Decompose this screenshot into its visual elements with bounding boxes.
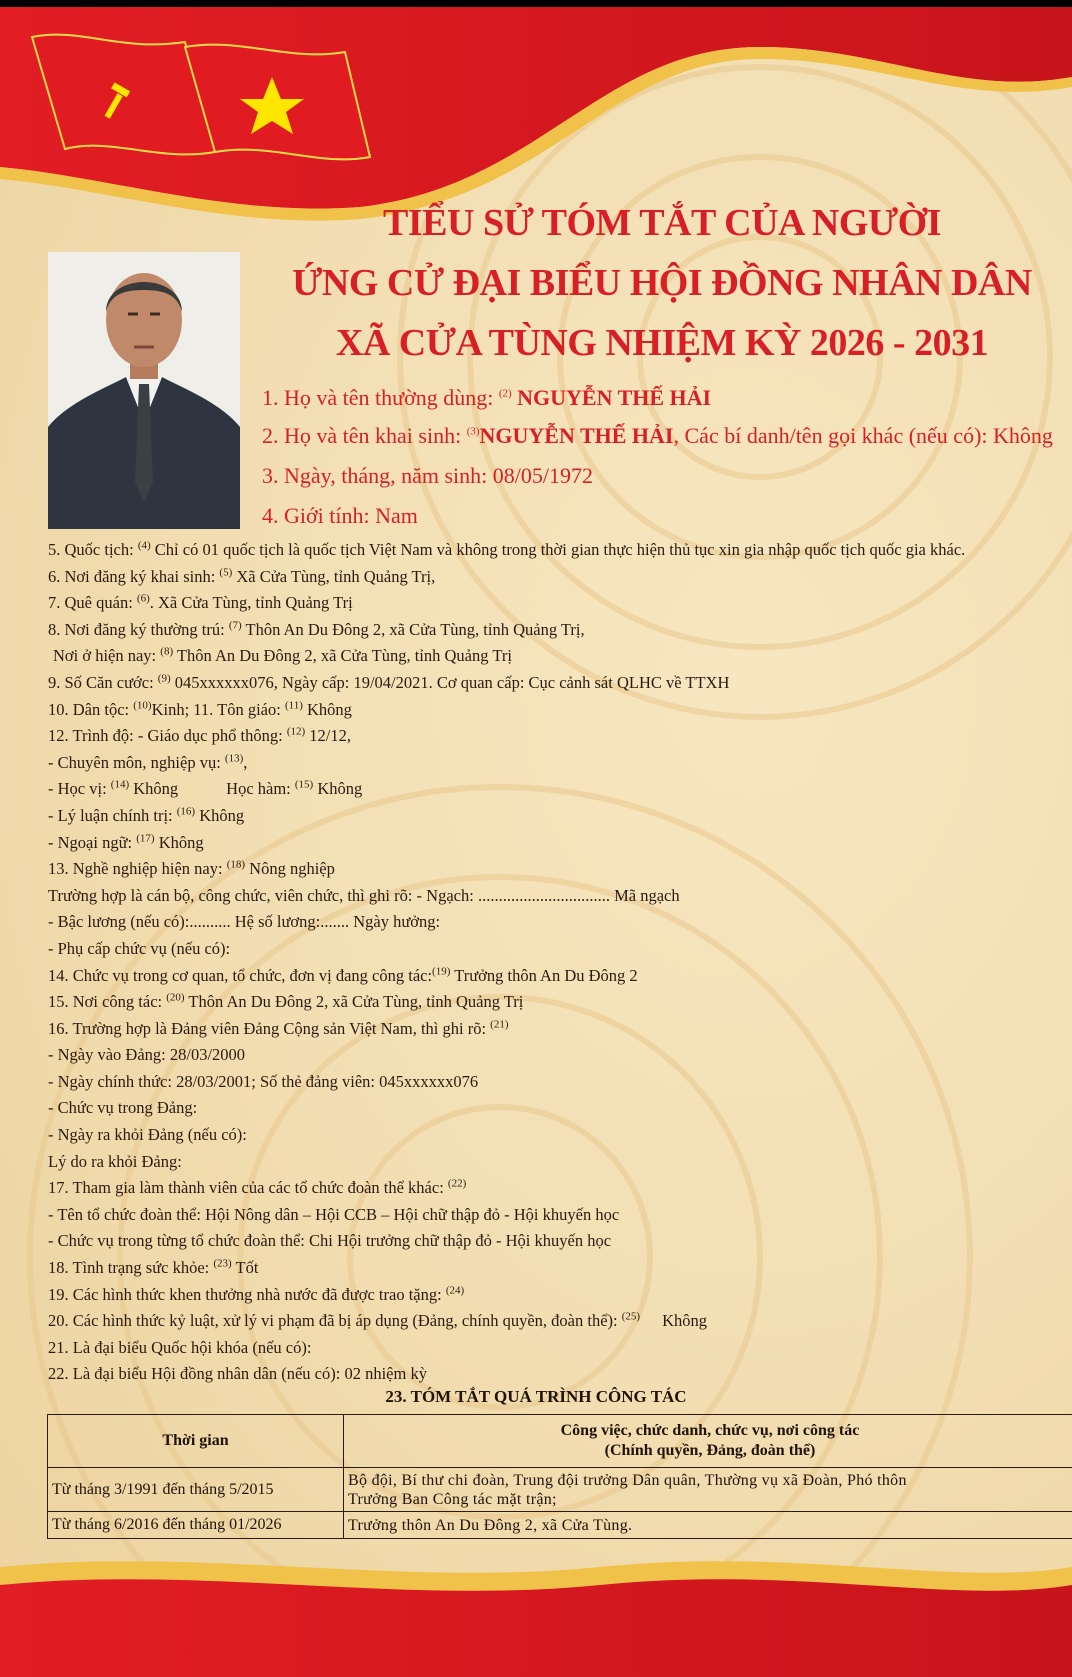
detail-line-party-official: - Ngày chính thức: 28/03/2001; Số thẻ đảng viên: 045xxxxxx076: [48, 1071, 479, 1091]
column-header-work-line2: (Chính quyền, Đảng, đoàn thể): [604, 1442, 816, 1459]
footnote-marker: (4): [137, 539, 151, 552]
detail-line-language: [48, 830, 1068, 857]
detail-value: Không: [313, 779, 363, 799]
detail-line-specialty: [48, 750, 1068, 777]
detail-label: 20. Các hình thức kỷ luật, xử lý vi phạm đã bị áp dụng (Đảng, chính quyền, đoàn thể):: [48, 1311, 622, 1331]
detail-line-org-names: - Tên tổ chức đoàn thể: Hội Nông dân – Hội CCB – Hội chữ thập đỏ - Hội khuyến học: [48, 1204, 620, 1224]
detail-value: Thôn An Du Đông 2, xã Cửa Tùng, tỉnh Quảng Trị,: [241, 619, 585, 639]
detail-value: . Xã Cửa Tùng, tỉnh Quảng Trị: [149, 593, 353, 613]
footnote-marker: (25): [621, 1310, 641, 1323]
detail-line-12: [48, 723, 1068, 750]
common-name-label: 1. Họ và tên thường dùng:: [262, 385, 499, 410]
detail-line-22: 22. Là đại biểu Hội đồng nhân dân (nếu có): 02 nhiệm kỳ: [48, 1364, 427, 1384]
detail-line-18: [48, 1255, 1068, 1282]
detail-line-17: [48, 1175, 1068, 1202]
detail-value: ,: [243, 752, 248, 772]
alias-text: , Các bí danh/tên gọi khác (nếu có): Không: [673, 423, 1053, 448]
detail-label: - Ngoại ngữ:: [48, 832, 137, 852]
detail-value: Thôn An Du Đông 2, xã Cửa Tùng, tỉnh Quảng Trị: [184, 992, 524, 1012]
table-row: [48, 1512, 1072, 1539]
title-line-2: ỨNG CỬ ĐẠI BIỂU HỘI ĐỒNG NHÂN DÂN: [292, 262, 1032, 304]
detail-label: 13. Nghề nghiệp hiện nay:: [48, 859, 227, 879]
birth-date-line: 3. Ngày, tháng, năm sinh: 08/05/1972: [262, 463, 593, 488]
detail-label: 15. Nơi công tác:: [48, 992, 167, 1012]
detail-label: Nơi ở hiện nay:: [53, 646, 161, 666]
common-name-value: NGUYỄN THẾ HẢI: [511, 385, 712, 410]
detail-line-politics: [48, 803, 1068, 830]
detail-value: Xã Cửa Tùng, tỉnh Quảng Trị,: [232, 566, 436, 586]
detail-line-residence: [48, 643, 1068, 670]
detail-line-7: [48, 590, 1068, 617]
detail-line-6: [48, 564, 1068, 591]
detail-label: 9. Số Căn cước:: [48, 672, 158, 692]
detail-line-party-reason: Lý do ra khỏi Đảng:: [48, 1151, 182, 1171]
footnote-marker: (3): [466, 425, 480, 438]
footnote-marker: (24): [445, 1284, 465, 1297]
detail-value: Không: [302, 699, 352, 719]
footnote-marker: (19): [432, 965, 451, 977]
birth-name-label: 2. Họ và tên khai sinh:: [262, 423, 467, 448]
detail-label: - Chuyên môn, nghiệp vụ:: [48, 752, 225, 772]
detail-line-19: [48, 1282, 1068, 1309]
table-row: [48, 1468, 1072, 1512]
footnote-marker: (5): [219, 566, 233, 579]
detail-value: 12/12,: [305, 726, 351, 746]
footnote-marker: (8): [160, 645, 174, 658]
detail-value: Nông nghiệp: [245, 859, 335, 879]
footnote-marker: (15): [294, 778, 314, 791]
title-line-1: TIỂU SỬ TÓM TẮT CỦA NGƯỜI: [383, 202, 941, 244]
detail-line-10: [48, 697, 1068, 724]
footnote-marker: (21): [490, 1018, 509, 1031]
gender-line: 4. Giới tính: Nam: [262, 503, 418, 528]
detail-label: 6. Nơi đăng ký khai sinh:: [48, 566, 220, 586]
detail-label: 7. Quê quán:: [48, 593, 137, 613]
detail-value: Thôn An Du Đông 2, xã Cửa Tùng, tỉnh Quảng Trị: [173, 646, 512, 666]
footnote-marker: (20): [166, 991, 185, 1004]
footnote-marker: (9): [157, 672, 171, 685]
detail-line-party-leave: - Ngày ra khỏi Đảng (nếu có):: [48, 1125, 247, 1145]
detail-value: Trưởng thôn An Du Đông 2: [450, 965, 638, 985]
detail-line-5: [48, 537, 1068, 564]
candidate-photo: [48, 252, 240, 529]
work-history-table: [47, 1414, 1072, 1539]
work-cell-line: Trưởng Ban Công tác mặt trận;: [348, 1490, 557, 1508]
detail-line-20: [48, 1308, 1068, 1335]
detail-value: Tốt: [231, 1258, 259, 1278]
work-cell: Trưởng thôn An Du Đông 2, xã Cửa Tùng.: [344, 1512, 1072, 1539]
detail-line-rank: Trường hợp là cán bộ, công chức, viên chức, thì ghi rõ: - Ngạch: ................................ Mã ngạch: [48, 885, 680, 905]
footnote-marker: (14): [110, 778, 130, 791]
work-cell: [344, 1468, 1072, 1512]
footnote-marker: (12): [286, 725, 306, 738]
detail-value: Không: [195, 805, 245, 825]
table-header-row: [48, 1415, 1072, 1468]
footnote-marker: (10): [133, 699, 152, 712]
detail-value: 045xxxxxx076, Ngày cấp: 19/04/2021. Cơ quan cấp: Cục cảnh sát QLHC về TTXH: [170, 672, 730, 692]
detail-line-15: [48, 989, 1068, 1016]
detail-value: Không: [129, 779, 179, 799]
detail-label: 5. Quốc tịch:: [48, 540, 138, 559]
detail-line-allowance: - Phụ cấp chức vụ (nếu có):: [48, 938, 231, 958]
work-cell-line: Bộ đội, Bí thư chi đoàn, Trung đội trưởng Dân quân, Thường vụ xã Đoàn, Phó thôn: [348, 1471, 907, 1489]
time-cell: Từ tháng 3/1991 đến tháng 5/2015: [48, 1468, 344, 1512]
detail-line-9: [48, 670, 1068, 697]
detail-line-party-position: - Chức vụ trong Đảng:: [48, 1098, 198, 1118]
footnote-marker: (7): [228, 619, 242, 632]
detail-label: 16. Trường hợp là Đảng viên Đảng Cộng sản Việt Nam, thì ghi rõ:: [48, 1018, 491, 1038]
detail-line-degree: [48, 776, 1068, 803]
title-line-3: XÃ CỬA TÙNG NHIỆM KỲ 2026 - 2031: [335, 322, 989, 364]
detail-label: 10. Dân tộc:: [48, 699, 134, 719]
detail-label: 8. Nơi đăng ký thường trú:: [48, 619, 229, 639]
detail-line-14: [48, 963, 1068, 990]
page: [0, 7, 1072, 1677]
detail-label: 19. Các hình thức khen thưởng nhà nước đã được trao tặng:: [48, 1284, 446, 1304]
detail-value: Kinh; 11. Tôn giáo:: [151, 699, 285, 719]
detail-line-salary: - Bậc lương (nếu có):.......... Hệ số lương:....... Ngày hưởng:: [48, 912, 441, 932]
footnote-marker: (17): [136, 832, 155, 845]
detail-label: 18. Tình trạng sức khỏe:: [48, 1258, 214, 1278]
detail-line-13: [48, 856, 1068, 883]
details-section: [48, 537, 1068, 1388]
detail-line-16: [48, 1016, 1068, 1043]
detail-label: Học hàm:: [226, 779, 295, 799]
work-history-title: 23. TÓM TẮT QUÁ TRÌNH CÔNG TÁC: [385, 1387, 687, 1406]
detail-label: 14. Chức vụ trong cơ quan, tổ chức, đơn vị đang công tác:: [48, 965, 433, 985]
detail-value: Chỉ có 01 quốc tịch là quốc tịch Việt Nam và không trong thời gian thực hiện thủ tục xin gia nhập quốc tịch quốc gia khác.: [150, 540, 966, 559]
detail-line-org-positions: - Chức vụ trong từng tổ chức đoàn thể: Chi Hội trưởng chữ thập đỏ - Hội khuyến học: [48, 1231, 612, 1251]
footnote-marker: (22): [447, 1177, 467, 1190]
detail-value: Không: [662, 1311, 707, 1331]
bottom-red-banner: [0, 1579, 1072, 1677]
detail-label: 12. Trình độ: - Giáo dục phổ thông:: [48, 726, 287, 746]
birth-name-line: [262, 425, 1053, 447]
footnote-marker: (6): [136, 592, 150, 605]
footnote-marker: (13): [224, 752, 244, 765]
time-cell: Từ tháng 6/2016 đến tháng 01/2026: [48, 1512, 344, 1539]
birth-name-value: NGUYỄN THẾ HẢI: [479, 423, 674, 448]
detail-value: Không: [154, 832, 204, 852]
footnote-marker: (2): [498, 387, 512, 400]
column-header-work-line1: Công việc, chức danh, chức vụ, nơi công tác: [560, 1422, 860, 1439]
detail-label: - Lý luận chính trị:: [48, 805, 177, 825]
detail-line-party-join: - Ngày vào Đảng: 28/03/2000: [48, 1045, 246, 1065]
common-name-line: [262, 387, 711, 409]
column-header-work: [344, 1415, 1072, 1468]
footnote-marker: (16): [176, 805, 196, 818]
footnote-marker: (23): [213, 1257, 232, 1270]
footnote-marker: (18): [226, 858, 246, 871]
footnote-marker: (11): [284, 699, 303, 712]
detail-line-21: 21. Là đại biểu Quốc hội khóa (nếu có):: [48, 1337, 312, 1357]
detail-line-8: [48, 617, 1068, 644]
detail-label: 17. Tham gia làm thành viên của các tổ chức đoàn thể khác:: [48, 1178, 448, 1198]
column-header-time: Thời gian: [48, 1415, 344, 1468]
detail-label: - Học vị:: [48, 779, 111, 799]
